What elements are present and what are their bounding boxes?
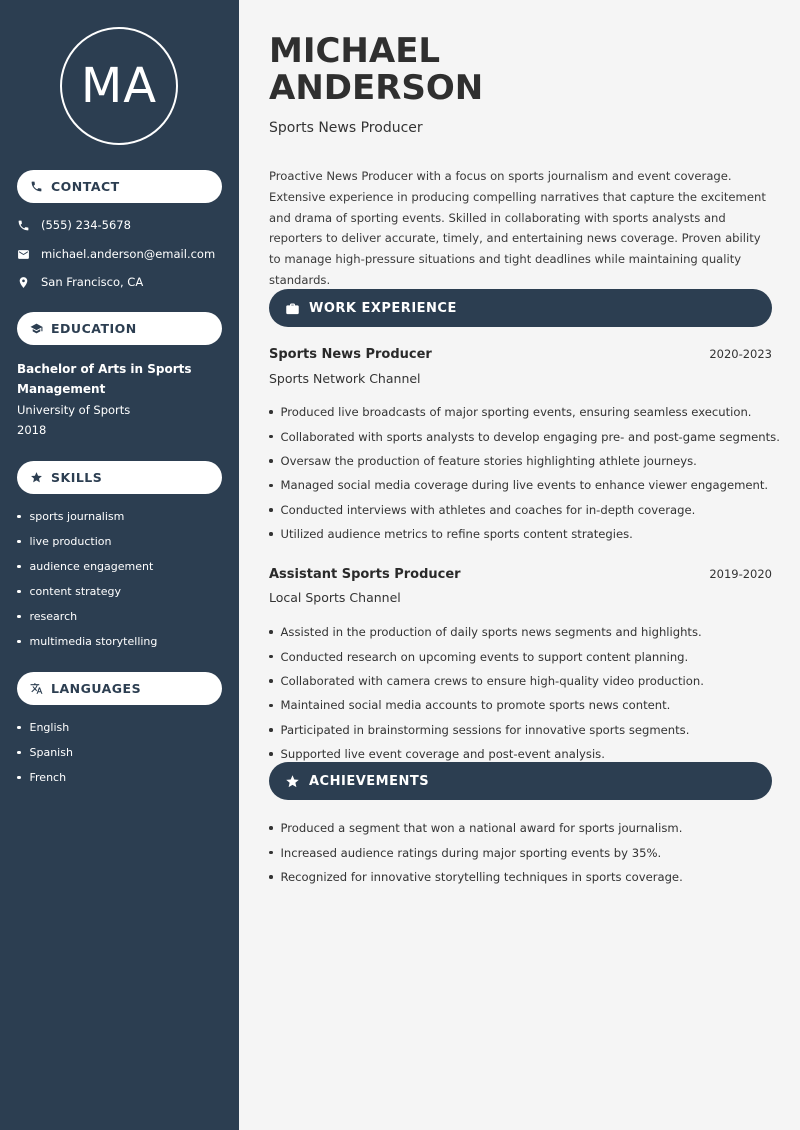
work-experience-heading xyxy=(269,289,772,327)
contact-email xyxy=(17,247,215,261)
education-heading xyxy=(17,312,222,345)
job-bullet: Collaborated with camera crews to ensure high-quality video production. xyxy=(269,669,772,693)
languages-list xyxy=(17,715,73,790)
job-bullet: Oversaw the production of feature stories highlighting athlete journeys. xyxy=(269,449,772,473)
initials: MA xyxy=(80,58,158,114)
skills-heading xyxy=(17,461,222,494)
job-headline: Sports News Producer xyxy=(269,120,423,136)
job-title: Sports News Producer xyxy=(269,347,432,362)
contact-phone xyxy=(17,218,131,232)
achievement-item: Produced a segment that won a national award for sports journalism. xyxy=(269,816,772,840)
job-bullet: Conducted interviews with athletes and coaches for in-depth coverage. xyxy=(269,498,772,522)
phone-text: (555) 234-5678 xyxy=(41,218,131,232)
job-responsibilities xyxy=(269,620,772,766)
education-heading-label: EDUCATION xyxy=(51,321,137,336)
star-icon xyxy=(30,471,43,484)
job-bullet: Produced live broadcasts of major sporting events, ensuring seamless execution. xyxy=(269,400,772,424)
achievements-heading xyxy=(269,762,772,800)
graduation-cap-icon xyxy=(30,322,43,335)
star-icon xyxy=(285,774,300,789)
job-responsibilities xyxy=(269,400,780,546)
achievements-list xyxy=(269,816,772,889)
job-company: Local Sports Channel xyxy=(269,590,401,605)
location-pin-icon xyxy=(17,276,30,289)
education-year: 2018 xyxy=(17,423,47,437)
achievement-item: Recognized for innovative storytelling techniques in sports coverage. xyxy=(269,865,772,889)
profile-summary: Proactive News Producer with a focus on sports journalism and event coverage. Extensive experience in producing compelling narratives that capture the excitement and drama of sporting events. Skilled in collaborating with sports analysts and reporters to deliver accurate, timely, and entertaining news coverage. Proven ability to manage high-pressure situations and tight deadlines while maintaining quality standards. xyxy=(269,169,766,287)
education-degree: Bachelor of Arts in Sports Management xyxy=(17,362,192,396)
job-bullet: Supported live event coverage and post-event analysis. xyxy=(269,742,772,766)
skill-item: multimedia storytelling xyxy=(17,629,157,654)
job-dates: 2019-2020 xyxy=(709,567,772,581)
skill-item: audience engagement xyxy=(17,554,157,579)
skill-item: content strategy xyxy=(17,579,157,604)
phone-icon xyxy=(17,219,30,232)
skill-item: research xyxy=(17,604,157,629)
last-name: ANDERSON xyxy=(269,68,484,108)
languages-heading xyxy=(17,672,222,705)
job-title: Assistant Sports Producer xyxy=(269,567,461,582)
languages-heading-label: LANGUAGES xyxy=(51,681,142,696)
job-bullet: Utilized audience metrics to refine sports content strategies. xyxy=(269,522,772,546)
skills-list xyxy=(17,504,157,654)
job-bullet: Conducted research on upcoming events to support content planning. xyxy=(269,644,772,668)
job-bullet: Managed social media coverage during live events to enhance viewer engagement. xyxy=(269,473,772,497)
full-name xyxy=(269,33,749,107)
job-bullet: Maintained social media accounts to promote sports news content. xyxy=(269,693,772,717)
education-school: University of Sports xyxy=(17,403,131,417)
achievement-item: Increased audience ratings during major sporting events by 35%. xyxy=(269,840,772,864)
job-bullet: Participated in brainstorming sessions for innovative sports segments. xyxy=(269,718,772,742)
email-icon xyxy=(17,248,30,261)
phone-icon xyxy=(30,180,43,193)
skills-heading-label: SKILLS xyxy=(51,470,103,485)
work-experience-heading-label: WORK EXPERIENCE xyxy=(309,300,457,316)
skill-item: sports journalism xyxy=(17,504,157,529)
language-item: English xyxy=(17,715,73,740)
achievements-heading-label: ACHIEVEMENTS xyxy=(309,773,430,789)
briefcase-icon xyxy=(285,301,300,316)
email-text: michael.anderson@email.com xyxy=(41,247,216,261)
contact-location xyxy=(17,275,143,289)
contact-heading-label: CONTACT xyxy=(51,179,120,194)
language-item: French xyxy=(17,765,73,790)
job-bullet: Collaborated with sports analysts to develop engaging pre- and post-game segments. xyxy=(269,424,772,448)
language-item: Spanish xyxy=(17,740,73,765)
translate-icon xyxy=(30,682,43,695)
location-text: San Francisco, CA xyxy=(41,275,144,289)
contact-heading xyxy=(17,170,222,203)
initials-avatar xyxy=(60,27,178,145)
job-company: Sports Network Channel xyxy=(269,371,421,386)
sidebar xyxy=(0,0,239,1130)
first-name: MICHAEL xyxy=(269,31,441,71)
skill-item: live production xyxy=(17,529,157,554)
job-bullet: Assisted in the production of daily sports news segments and highlights. xyxy=(269,620,772,644)
job-dates: 2020-2023 xyxy=(709,347,772,361)
